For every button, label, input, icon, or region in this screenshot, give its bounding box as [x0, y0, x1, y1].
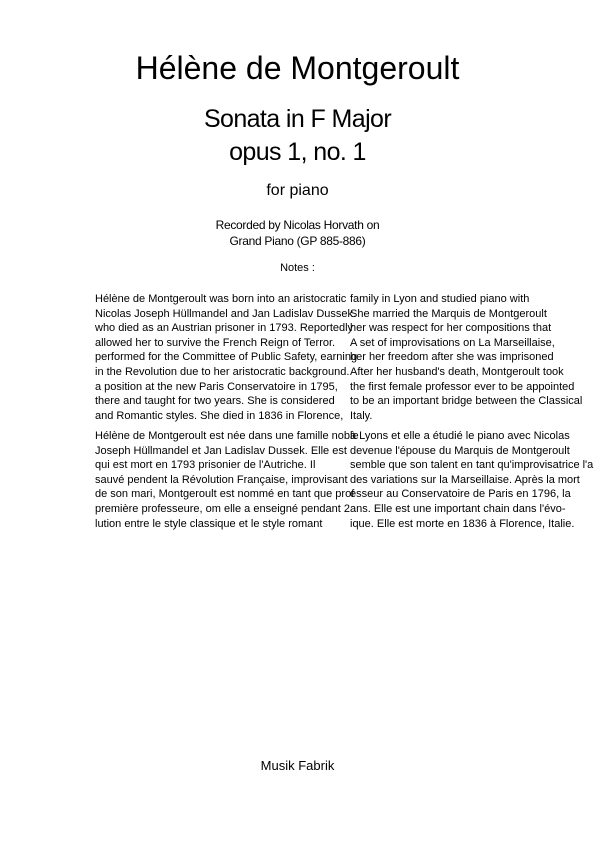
work-title: Sonata in F Major	[203, 105, 392, 133]
french-notes-right-column	[350, 429, 595, 531]
french-notes-left-line: de son mari, Montgeroult est nommé en tant que prof	[95, 488, 355, 501]
french-notes-left-line: lution entre le style classique et le style romant	[95, 517, 323, 530]
english-notes-right-line: family in Lyon and studied piano with	[350, 293, 530, 305]
english-notes-left-line: Nicolas Joseph Hüllmandel and Jan Ladislav Dussek.	[95, 307, 357, 320]
english-notes-right-line: Italy.	[350, 409, 373, 422]
french-notes-right-line: semble que son talent en tant qu'improvisatrice l'a	[350, 459, 594, 472]
notes-label: Notes :	[280, 262, 315, 274]
composer-title: Hélène de Montgeroult	[135, 50, 460, 86]
english-notes-left-line: performed for the Committee of Public Safety, earning	[95, 351, 358, 364]
recording-credit	[0, 217, 595, 249]
french-notes-right-line: à Lyons et elle a étudié le piano avec Nicolas	[350, 430, 570, 442]
english-notes-right-line: After her husband's death, Montgeroult took	[350, 365, 564, 378]
english-notes-right-line: her was respect for her compositions that	[350, 322, 552, 335]
english-notes-left-line: there and taught for two years. She is considered	[95, 395, 335, 408]
french-notes-left-line: Hélène de Montgeroult est née dans une famille noble	[95, 430, 359, 442]
recording-credit-line-2: Grand Piano (GP 885-886)	[229, 234, 366, 248]
french-notes-right-line: des variations sur la Marseillaise. Après la mort	[350, 473, 580, 486]
french-notes-left-line: sauvé pendent la Révolution Française, improvisant	[95, 473, 348, 486]
french-notes-left-line: première professeure, om elle a enseigné pendant 2	[95, 502, 350, 515]
french-notes-left-line: Joseph Hüllmandel et Jan Ladislav Dussek. Elle est	[95, 444, 347, 457]
english-notes-right-line: her her freedom after she was imprisoned	[350, 351, 554, 364]
english-notes-left-column	[95, 292, 357, 423]
english-notes-right-line: to be an important bridge between the Classical	[350, 395, 583, 408]
recording-credit-line-1: Recorded by Nicolas Horvath on	[215, 218, 380, 232]
french-notes-right-line: ique. Elle est morte en 1836 à Florence, Italie.	[350, 517, 575, 530]
french-notes-left-column	[95, 429, 359, 531]
publisher-footer: Musik Fabrik	[260, 758, 335, 773]
work-opus: opus 1, no. 1	[229, 138, 366, 166]
french-notes-right-line: ans. Elle est une important chain dans l'évo-	[350, 502, 566, 515]
english-notes-right-column	[350, 292, 582, 423]
french-notes-right-line: esseur au Conservatoire de Paris en 1796, la	[350, 488, 571, 501]
english-notes-left-line: in the Revolution due to her aristocratic background.	[95, 365, 350, 378]
english-notes-left-line: allowed her to survive the French Reign of Terror.	[95, 336, 336, 349]
french-notes-right-line: devenue l'épouse du Marquis de Montgeroult	[350, 444, 570, 457]
english-notes-left-line: and Romantic styles. She died in 1836 in Florence,	[95, 409, 344, 422]
french-notes-left-line: qui est mort en 1793 prisonier de l'Autriche. Il	[95, 459, 316, 472]
english-notes-right-line: the first female professor ever to be appointed	[350, 380, 575, 393]
english-notes-right-line: A set of improvisations on La Marseillaise,	[350, 336, 555, 349]
instrumentation: for piano	[266, 182, 329, 199]
english-notes-left-line: a position at the new Paris Conservatoire in 1795,	[95, 380, 338, 393]
english-notes-left-line: who died as an Austrian prisoner in 1793. Reportedly	[95, 322, 354, 335]
english-notes-left-line: Hélène de Montgeroult was born into an aristocratic	[95, 293, 347, 305]
english-notes-right-line: She married the Marquis de Montgeroult	[350, 307, 547, 320]
